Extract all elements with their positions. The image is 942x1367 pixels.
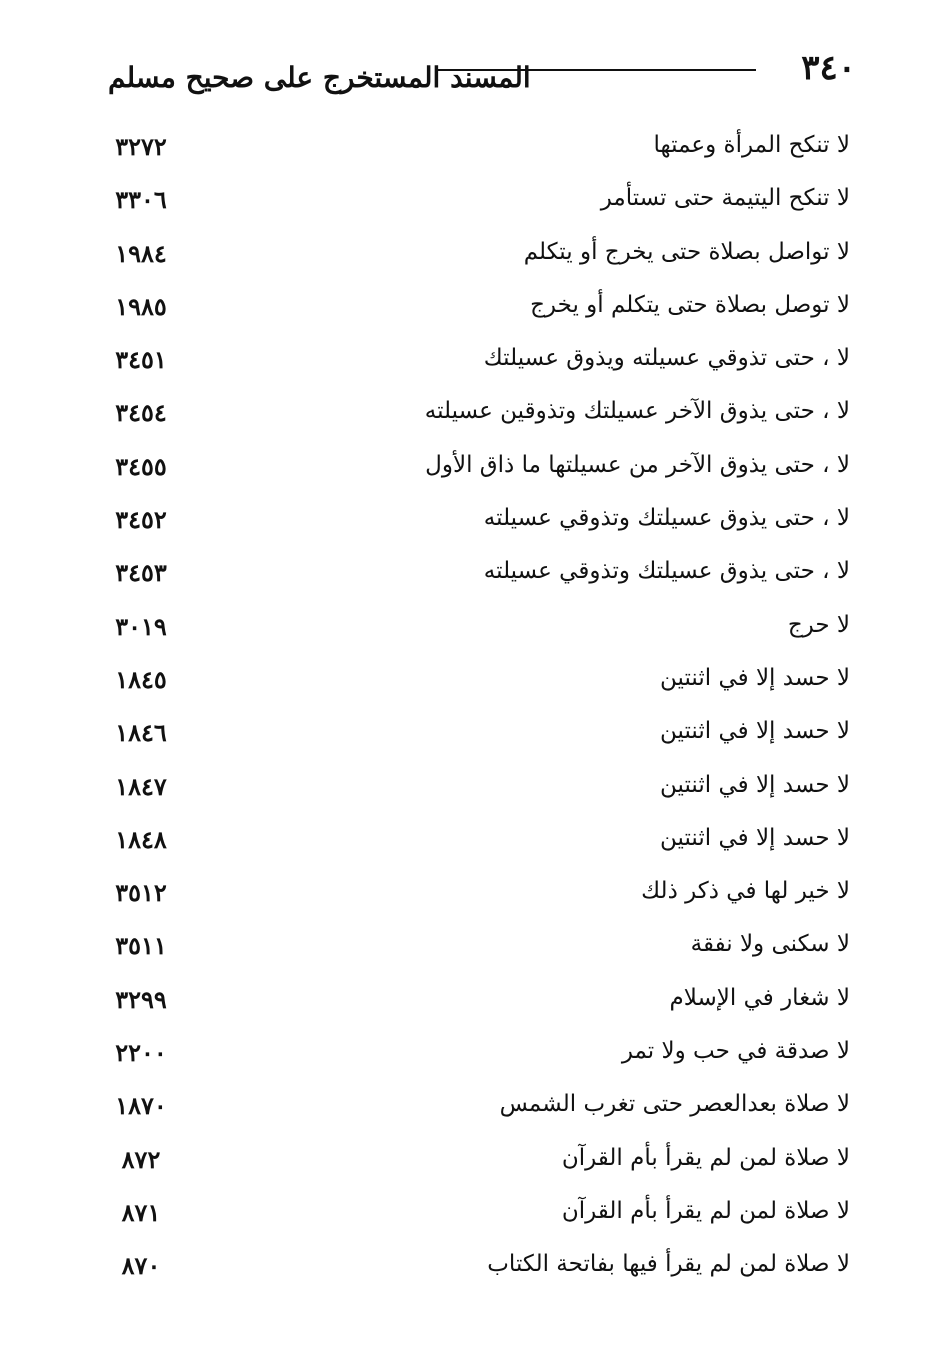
index-list	[100, 120, 870, 1293]
entry-number: ١٨٤٨	[115, 824, 167, 854]
entry-text: لا حسد إلا في اثنتين	[660, 771, 850, 798]
index-entry	[100, 653, 870, 706]
entry-text: لا حسد إلا في اثنتين	[660, 664, 850, 691]
entry-number: ٢٢٠٠	[115, 1038, 167, 1068]
index-entry	[100, 1186, 870, 1239]
page-number: ٣٤٠	[801, 48, 856, 88]
index-entry	[100, 1079, 870, 1132]
entry-number: ١٩٨٤	[115, 238, 167, 268]
entry-number: ٣٠١٩	[115, 611, 167, 641]
entry-text: لا ، حتى يذوق عسيلتك وتذوقي عسيلته	[483, 558, 850, 585]
index-entry	[100, 866, 870, 919]
index-entry	[100, 333, 870, 386]
index-entry	[100, 813, 870, 866]
index-entry	[100, 280, 870, 333]
entry-number: ٣٥١١	[115, 931, 167, 961]
entry-text: لا صلاة لمن لم يقرأ بأم القرآن	[561, 1197, 850, 1224]
index-entry	[100, 173, 870, 226]
entry-text: لا حرج	[787, 611, 850, 638]
entry-text: لا صلاة لمن لم يقرأ بأم القرآن	[561, 1144, 850, 1171]
entry-number: ٣٥١٢	[115, 878, 167, 908]
index-entry	[100, 1133, 870, 1186]
entry-number: ٨٧٠	[121, 1251, 161, 1281]
entry-number: ٣٤٥٢	[115, 505, 167, 535]
entry-number: ١٩٨٥	[115, 291, 167, 321]
index-entry	[100, 546, 870, 599]
entry-text: لا ، حتى تذوقي عسيلته ويذوق عسيلتك	[483, 345, 850, 372]
entry-text: لا حسد إلا في اثنتين	[660, 718, 850, 745]
entry-text: لا سكنى ولا نفقة	[690, 931, 850, 958]
entry-number: ١٨٧٠	[115, 1091, 167, 1121]
index-entry	[100, 493, 870, 546]
entry-text: لا صلاة لمن لم يقرأ فيها بفاتحة الكتاب	[487, 1251, 850, 1278]
entry-number: ١٨٤٥	[115, 664, 167, 694]
index-entry	[100, 440, 870, 493]
entry-text: لا تنكح المرأة وعمتها	[653, 132, 850, 158]
entry-number: ٨٧٢	[121, 1144, 161, 1174]
entry-number: ٣٤٥٣	[115, 558, 167, 588]
entry-text: لا صلاة بعدالعصر حتى تغرب الشمس	[499, 1091, 850, 1118]
entry-text: لا ، حتى يذوق الآخر عسيلتك وتذوقين عسيلته	[424, 398, 850, 425]
index-entry	[100, 760, 870, 813]
entry-text: لا توصل بصلاة حتى يتكلم أو يخرج	[530, 291, 850, 318]
entry-number: ١٨٤٦	[115, 718, 167, 748]
entry-number: ٣٢٩٩	[115, 984, 167, 1014]
index-entry	[100, 973, 870, 1026]
entry-text: لا تواصل بصلاة حتى يخرج أو يتكلم	[523, 238, 850, 265]
entry-text: لا خير لها في ذكر ذلك	[641, 878, 850, 905]
entry-number: ٣٢٧٢	[115, 132, 167, 161]
index-entry	[100, 1239, 870, 1292]
entry-text: لا ، حتى يذوق عسيلتك وتذوقي عسيلته	[483, 505, 850, 532]
page-header	[108, 48, 856, 94]
book-title: المسند المستخرج على صحيح مسلم	[108, 61, 531, 94]
index-entry	[100, 706, 870, 759]
entry-text: لا تنكح اليتيمة حتى تستأمر	[600, 185, 850, 212]
entry-text: لا ، حتى يذوق الآخر من عسيلتها ما ذاق الأول	[425, 451, 850, 478]
entry-number: ٨٧١	[121, 1197, 161, 1227]
entry-text: لا شغار في الإسلام	[669, 984, 850, 1011]
index-entry	[100, 600, 870, 653]
entry-number: ٣٣٠٦	[115, 185, 167, 215]
entry-number: ٣٤٥٥	[115, 451, 167, 481]
entry-number: ٣٤٥١	[115, 345, 167, 375]
index-entry	[100, 1026, 870, 1079]
index-entry	[100, 919, 870, 972]
index-entry	[100, 227, 870, 280]
index-entry	[100, 120, 870, 173]
entry-text: لا حسد إلا في اثنتين	[660, 824, 850, 851]
index-entry	[100, 386, 870, 439]
entry-number: ١٨٤٧	[115, 771, 167, 801]
entry-number: ٣٤٥٤	[115, 398, 167, 428]
entry-text: لا صدقة في حب ولا تمر	[621, 1038, 850, 1065]
